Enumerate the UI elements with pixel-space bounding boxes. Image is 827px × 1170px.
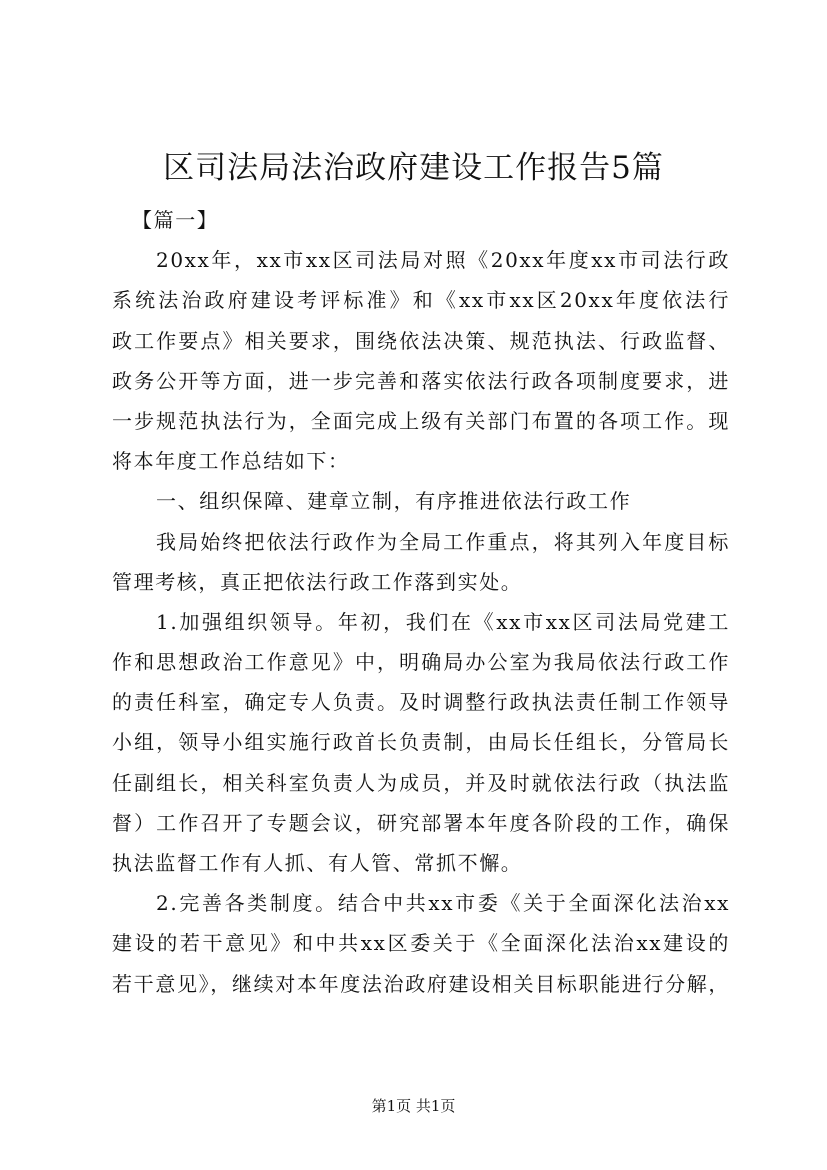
paragraph-line: 作和思想政治工作意见》中，明确局办公室为我局依法行政工作 [112,650,730,675]
paragraph-line: 的责任科室，确定专人负责。及时调整行政执法责任制工作领导 [112,690,730,715]
paragraph-line: 任副组长，相关科室负责人为成员，并及时就依法行政（执法监 [112,770,730,795]
paragraph-line: 建设的若干意见》和中共xx区委关于《全面深化法治xx建设的 [112,931,730,956]
paragraph-line: 20xx年，xx市xx区司法局对照《20xx年度xx市司法行政 [156,248,730,273]
paragraph-line: 我局始终把依法行政作为全局工作重点，将其列入年度目标 [156,529,730,554]
page-footer: 第1页 共1页 [371,1097,456,1115]
paragraph-line: 1.加强组织领导。年初，我们在《xx市xx区司法局党建工 [156,609,730,634]
section-heading: 一、组织保障、建章立制，有序推进依法行政工作 [156,489,632,514]
paragraph-line: 将本年度工作总结如下： [112,449,350,474]
paragraph-line: 督）工作召开了专题会议，研究部署本年度各阶段的工作，确保 [112,810,730,835]
paragraph-line: 若干意见》，继续对本年度法治政府建设相关目标职能进行分解， [112,971,730,996]
section-label: 【篇一】 [132,208,219,232]
paragraph-line: 管理考核，真正把依法行政工作落到实处。 [112,569,523,594]
paragraph-line: 政务公开等方面，进一步完善和落实依法行政各项制度要求，进 [112,368,730,393]
paragraph-line: 2.完善各类制度。结合中共xx市委《关于全面深化法治xx [156,891,730,916]
paragraph-line: 小组，领导小组实施行政首长负责制，由局长任组长，分管局长 [112,730,730,755]
document-body [112,200,730,1004]
paragraph-line: 政工作要点》相关要求，围绕依法决策、规范执法、行政监督、 [112,328,730,353]
paragraph-line: 执法监督工作有人抓、有人管、常抓不懈。 [112,851,523,875]
document-title: 区司法局法治政府建设工作报告5篇 [163,150,664,186]
paragraph-line: 一步规范执法行为，全面完成上级有关部门布置的各项工作。现 [112,408,730,433]
paragraph-line: 系统法治政府建设考评标准》和《xx市xx区20xx年度依法行 [112,288,730,313]
